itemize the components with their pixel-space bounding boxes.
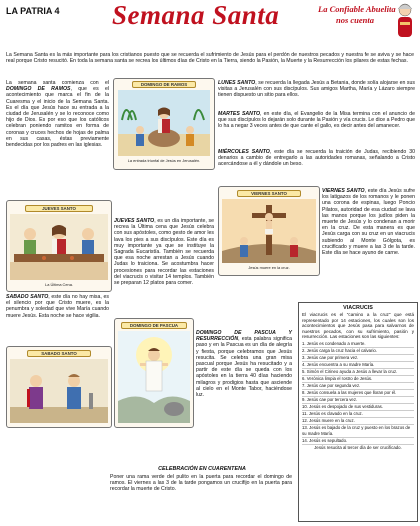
viacrucis-title: VIACRUCIS: [343, 305, 373, 311]
martes-text: , en este día, el Evangelio de la Misa termina con el anuncio de que sus discípulos lo dejarán solo durante la Pasión y vía crucis. Le dice a Pedro que lo ha a negar 3 veces antes de que cante el gallo, es decir antes del amanecer.: [218, 111, 415, 130]
viacrucis-item: 4. Jesús encuentra a su madre María.: [302, 362, 414, 369]
viernes-keyword: VIERNES SANTO: [322, 188, 365, 194]
cuarentena-title: CELEBRACIÓN EN CUARENTENA: [158, 466, 246, 472]
viacrucis-item: 13. Jesús es bajado de la cruz y puesto en los brazos de su madre María.: [302, 425, 414, 438]
pascua-keyword: DOMINGO DE PASCUA Y RESURRECCIÓN: [196, 330, 292, 343]
viacrucis-item: 14. Jesús es sepultado.: [302, 438, 414, 445]
jueves-paragraph: [114, 218, 214, 286]
viacrucis-item: 9. Jesús cae por tercera vez.: [302, 397, 414, 404]
ramos-illustration: [118, 90, 210, 156]
jueves-illustration: [10, 214, 108, 280]
ramos-text: , que es el acontecimiento que marca el fin de la Cuaresma y el inicio de la Semana Santa. Es el día que Jesús hace su entrada a la ciudad de Jerusalén y se lo reconoce como hijo de Dios. Es por eso que los católicos celebran poniendo ramitos en forma de coronas y cruces hechos de hojas de palma en sus casas, éstas previamente bendecidas por los padres en las iglesias.: [6, 86, 109, 149]
sabado-illustration: [10, 359, 108, 423]
viacrucis-item: 2. Jesús carga la cruz hacia el calvario.: [302, 348, 414, 355]
viacrucis-item: 1. Jesús es condenado a muerte.: [302, 341, 414, 348]
lunes-keyword: LUNES SANTO: [218, 80, 256, 86]
viacrucis-item: 3. Jesús cae por primera vez.: [302, 355, 414, 362]
viacrucis-item: 10. Jesús es despojado de sus vestiduras.: [302, 404, 414, 411]
jueves-text: , es un día importante, se recrea la Última cena que Jesús celebra con sus apóstoles, como gesto de amor les lava los pies a sus discípulos. Este día es muy importante ya que se instituye la Sagrada Eucaristía. También se recuerda que esa noche arrestan a Jesús cuando Judas lo traiciona. Se acostumbra hacer procesiones para recordar las estaciones del viacrucis o visitar 14 templos. También se preparan 12 platos para comer.: [114, 218, 214, 287]
intro-paragraph: La Semana Santa es la más importante para los cristianos puesto que se recuerda el sufrimiento de Jesús para el perdón de nuestros pecados y nuestra fe se aviva y se hace real porque Cristo resucitó. En toda la semana santa se recrea los últimos días de Cristo en la Tierra, siendo la Pasión, la Muerte y la Resurrección los pilares de estas fechas.: [6, 52, 414, 65]
ramos-panel: [113, 78, 215, 170]
viernes-illustration: [222, 199, 316, 263]
pascua-ribbon: DOMINGO DE PASCUA: [121, 322, 187, 329]
jueves-ribbon: JUEVES SANTO: [25, 205, 93, 212]
sabado-panel: [6, 346, 112, 428]
viacrucis-item: 5. Simón el Cirineo ayuda a Jesús a llevar la cruz.: [302, 369, 414, 376]
pascua-text: , esta palabra significa paso y en la Pascua es un día de alegría y fiesta, porque celebramos que Jesús resucita. Se celebra una gran misa pascual porque Jesús ha resucitado y a partir de este día se queda con los apóstoles en la tierra 40 días haciendo milagros y prodigios hasta que asciende al cielo en el Monte Tabor, haciéndose luz.: [196, 336, 292, 399]
grandma-illustration: [392, 2, 418, 40]
viernes-panel: [218, 186, 320, 276]
ramos-ribbon: DOMINGO DE RAMOS: [132, 81, 196, 88]
martes-paragraph: [218, 111, 415, 130]
viacrucis-item: 12. Jesús muere en la cruz.: [302, 418, 414, 425]
sabado-keyword: SABADO SANTO: [6, 294, 49, 300]
miercoles-keyword: MIÉRCOLES SANTO: [218, 149, 270, 155]
domingo-ramos-paragraph: [6, 80, 109, 148]
viernes-ribbon: VIERNES SANTO: [237, 190, 301, 197]
viernes-text: , este día Jesús sufre los latigazos de los romanos y le ponen una corona de espinas, luego Poncio Pilatos, autoridad de esa ciudad se lava las manos porque los judíos piden la muerte de Jesús y lo condenan a morir en la cruz. De esta manera es que Jesús carga con su cruz en un viacrucis subiendo al Monte Gólgota, es crucificado y muere a las 3 de la tarde. Este día se hace ayuno de carne.: [322, 188, 415, 257]
sabado-ribbon: SABADO SANTO: [27, 350, 91, 357]
ramos-keyword: DOMINGO DE RAMOS: [6, 86, 71, 93]
viernes-caption: Jesús muere en la cruz.: [248, 265, 290, 270]
viacrucis-intro: El viacrucis es el "camino a la cruz" que está representado por 14 estaciones, los cuales son los acontecimientos que Jesús pasa para salvarnos de nuestros pecados, con su sufrimiento, pasión y resurrección. Las estaciones son las siguientes:: [302, 312, 414, 340]
viacrucis-item: 11. Jesús es clavado en la cruz.: [302, 411, 414, 418]
martes-keyword: MARTES SANTO: [218, 111, 261, 117]
sabado-text: , este día no hay misa, es el silencio por que Cristo muere, es la penumbra y soledad que vive María cuando muere Jesús. Esta noche se hace vigilia.: [6, 294, 109, 319]
viacrucis-item: 8. Jesús consuela a las mujeres que lloran por él.: [302, 390, 414, 397]
page-title: Semana Santa: [112, 0, 280, 30]
jueves-keyword: JUEVES SANTO: [114, 218, 155, 224]
brand-name: La Confiable Abuelita: [318, 4, 396, 14]
jueves-panel: [6, 200, 112, 292]
jueves-caption: La Última Cena.: [45, 282, 73, 287]
viacrucis-item: 6. Verónica limpia el rostro de Jesús.: [302, 376, 414, 383]
viacrucis-box: [298, 302, 418, 522]
pascua-panel: [114, 318, 194, 428]
section-label: LA PATRIA 4: [6, 6, 60, 16]
pascua-illustration: [118, 331, 190, 423]
lunes-text: , se recuerda la llegada Jesús a Betania, donde solía alojarse en sus visitas a Jerusalén con sus discípulos. Sus amigos Martha, María y Lázaro siempre tienen dispuesto un sitio para ellos.: [218, 80, 415, 99]
sabado-paragraph: [6, 294, 109, 319]
pascua-paragraph: [196, 330, 292, 398]
miercoles-text: , este día se recuerda la traición de Judas, recibiendo 30 denarios a cambio de entregarlo a las autoridades romanas, señalando a Cristo acercándose a él y dándole un beso.: [218, 149, 416, 168]
viacrucis-item: 7. Jesús cae por segunda vez.: [302, 383, 414, 390]
miercoles-paragraph: [218, 149, 415, 168]
cuarentena-text: Poner una rama verde del pulito en la puerta para recordar el domingo de ramos. El viernes a las 3 de la tarde pongamos un crucifijo en la puerta para recordar la muerte de Cristo.: [110, 474, 292, 493]
ramos-intro-text: La semana santa comienza con el: [6, 80, 109, 86]
brand-subtitle: nos cuenta: [336, 15, 375, 25]
lunes-paragraph: [218, 80, 415, 99]
ramos-caption: La entrada triunfal de Jesús en Jerusalén.: [127, 158, 201, 163]
viacrucis-item: Jesús resucita al tercer día de ser crucificado.: [314, 444, 402, 450]
viernes-paragraph: [322, 188, 415, 256]
viacrucis-list: [299, 341, 417, 451]
